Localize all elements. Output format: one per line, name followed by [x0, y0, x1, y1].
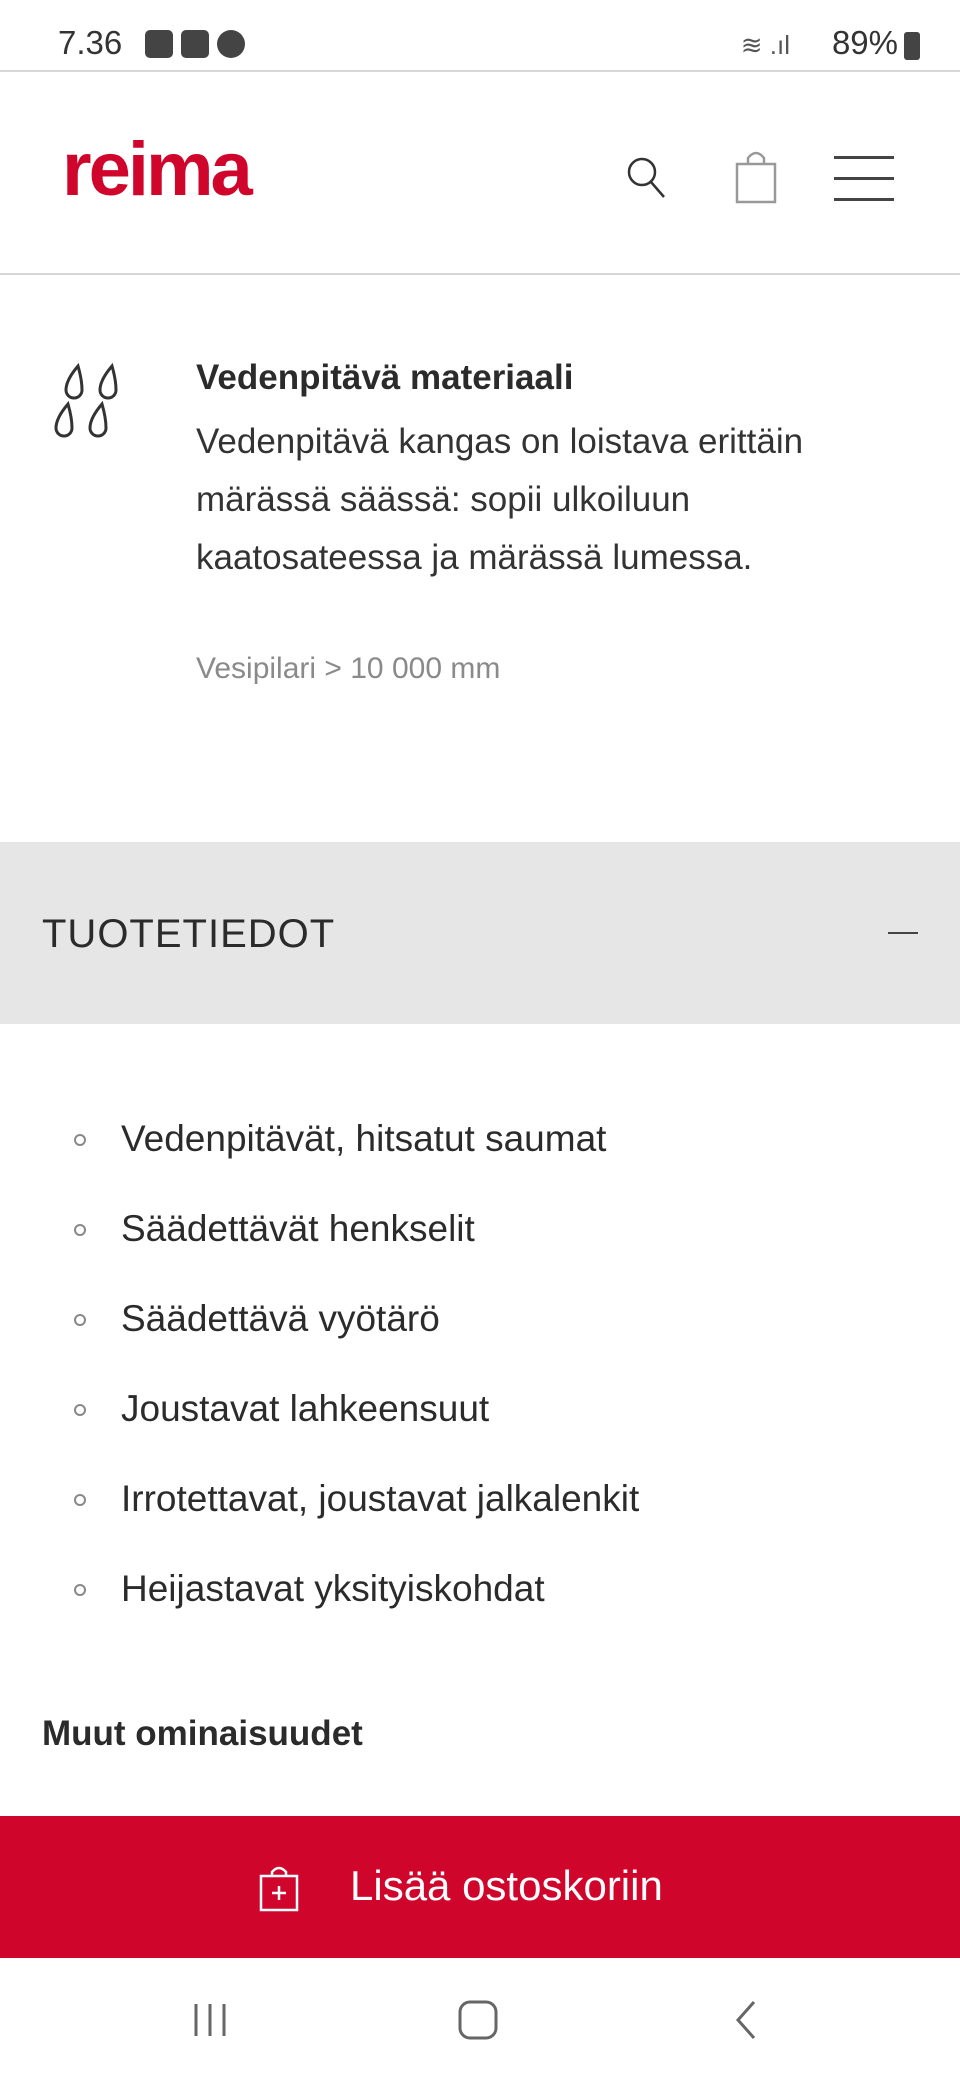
status-time: 7.36 — [58, 24, 123, 61]
feature-spec: Vesipilari > 10 000 mm — [196, 652, 501, 685]
gallery-icon — [145, 30, 173, 58]
back-icon[interactable] — [732, 2000, 762, 2040]
list-item: Joustavat lahkeensuut — [0, 1380, 960, 1440]
dnd-icon — [217, 30, 245, 58]
collapse-icon[interactable] — [888, 932, 918, 934]
wifi-signal-icon: ≋ .ıl — [740, 30, 790, 60]
accordion-product-info[interactable] — [0, 842, 960, 1024]
notification-icons — [145, 30, 245, 58]
search-icon[interactable] — [622, 152, 672, 202]
shopping-bag-icon[interactable] — [734, 148, 778, 204]
menu-icon[interactable] — [834, 156, 894, 219]
add-to-cart-label: Lisää ostoskoriin — [350, 1862, 663, 1909]
add-to-cart-button[interactable] — [0, 1816, 960, 1958]
bullet-icon — [74, 1314, 86, 1326]
bullet-icon — [74, 1134, 86, 1146]
battery-icon — [904, 32, 920, 60]
other-features-heading: Muut ominaisuudet — [42, 1714, 363, 1753]
list-item: Säädettävät henkselit — [0, 1200, 960, 1260]
accordion-title: TUOTETIEDOT — [42, 912, 336, 956]
list-item: Heijastavat yksityiskohdat — [0, 1560, 960, 1620]
status-bar — [0, 0, 960, 72]
feature-description: Vedenpitävä kangas on loistava erittäin märässä säässä: sopii ulkoiluun kaatosateessa ja märässä lumessa. — [196, 422, 804, 577]
bullet-icon — [74, 1404, 86, 1416]
bullet-icon — [74, 1584, 86, 1596]
battery-percent: 89% — [831, 24, 898, 61]
list-item: Vedenpitävät, hitsatut saumat — [0, 1110, 960, 1170]
water-drops-icon — [50, 362, 134, 446]
android-nav-bar — [0, 1958, 960, 2080]
recent-apps-icon[interactable] — [190, 2000, 230, 2040]
youtube-icon — [181, 30, 209, 58]
bullet-icon — [74, 1494, 86, 1506]
bullet-icon — [74, 1224, 86, 1236]
site-header — [0, 72, 960, 275]
add-to-bag-icon — [258, 1864, 300, 1912]
feature-title: Vedenpitävä materiaali — [196, 358, 574, 397]
list-item: Säädettävä vyötärö — [0, 1290, 960, 1350]
reima-logo[interactable]: reima — [62, 127, 250, 212]
home-icon[interactable] — [456, 2000, 500, 2040]
list-item: Irrotettavat, joustavat jalkalenkit — [0, 1470, 960, 1530]
